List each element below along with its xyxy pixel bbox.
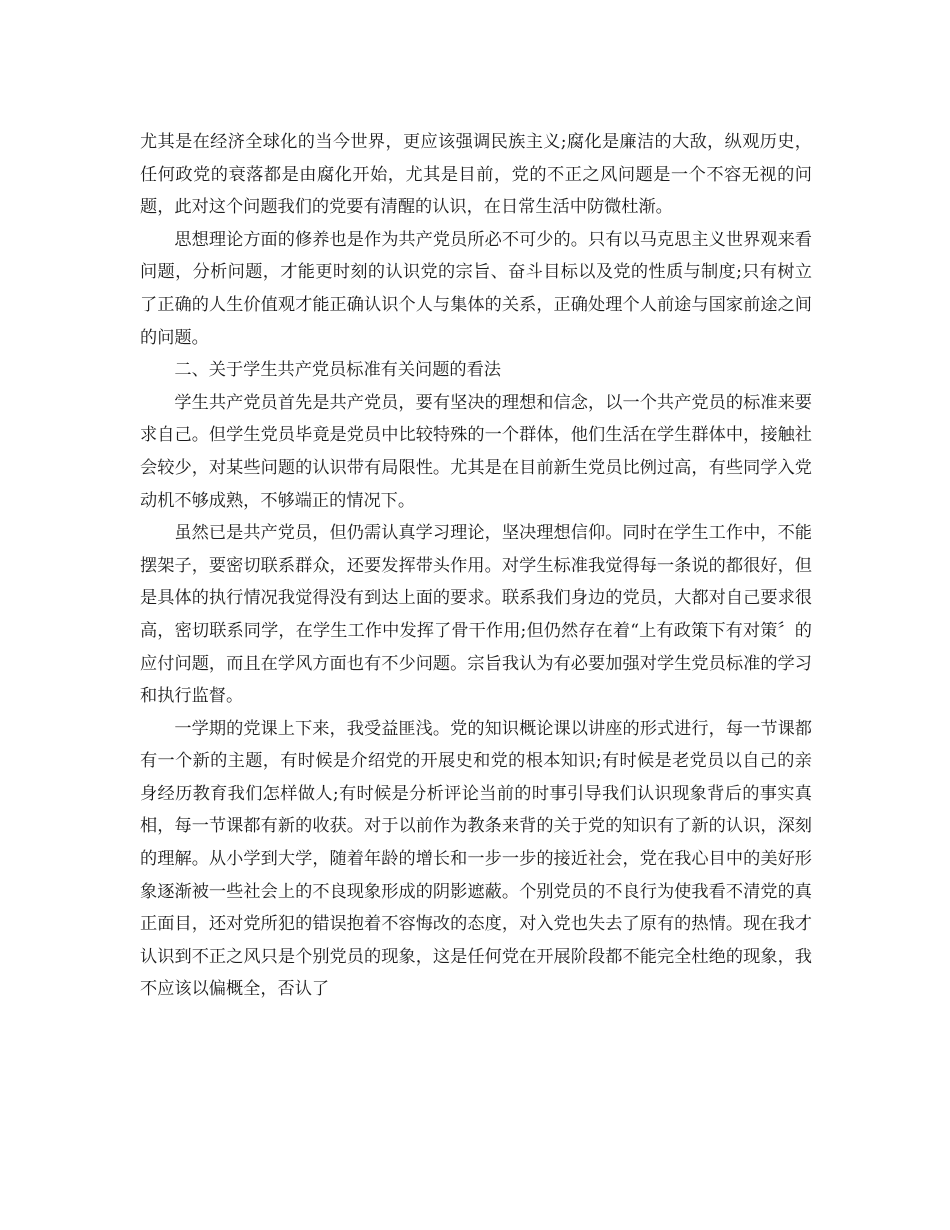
document-body [140, 126, 812, 1006]
paragraph-party-course: 一学期的党课上下来，我受益匪浅。党的知识概论课以讲座的形式进行，每一节课都有一个新的主题，有时候是介绍党的开展史和党的根本知识;有时候是老党员以自己的亲身经历教育我们怎样做人;有时候是分析评论当前的时事引导我们认识现象背后的事实真相，每一节课都有新的收获。对于以前作为教条来背的关于党的知识有了新的认识，深刻的理解。从小学到大学，随着年龄的增长和一步一步的接近社会，党在我心目中的美好形象逐渐被一些社会上的不良现象形成的阴影遮蔽。个别党员的不良行为使我看不清党的真正面目，还对党所犯的错误抱着不容悔改的态度，对入党也失去了原有的热情。现在我才认识到不正之风只是个别党员的现象，这是任何党在开展阶段都不能完全杜绝的现象，我不应该以偏概全，否认了 [140, 718, 812, 1000]
paragraph-continuation: 尤其是在经济全球化的当今世界，更应该强调民族主义;腐化是廉洁的大敌，纵观历史，任何政党的衰落都是由腐化开始，尤其是目前，党的不正之风问题是一个不容无视的问题，此对这个问题我们的党要有清醒的认识，在日常生活中防微杜渐。 [140, 132, 812, 218]
paragraph-theory-cultivation: 思想理论方面的修养也是作为共产党员所必不可少的。只有以马克思主义世界观来看问题，分析问题，才能更时刻的认识党的宗旨、奋斗目标以及党的性质与制度;只有树立了正确的人生价值观才能正确认识个人与集体的关系，正确处理个人前途与国家前途之间的问题。 [140, 229, 812, 348]
paragraph-student-member-standard: 学生共产党员首先是共产党员，要有坚决的理想和信念，以一个共产党员的标准来要求自己。但学生党员毕竟是党员中比较特殊的一个群体，他们生活在学生群体中，接触社会较少，对某些问题的认识带有局限性。尤其是在目前新生党员比例过高，有些同学入党动机不够成熟，不够端正的情况下。 [140, 392, 812, 511]
section-heading: 二、关于学生共产党员标准有关问题的看法 [174, 360, 501, 381]
paragraph-study-theory: 虽然已是共产党员，但仍需认真学习理论，坚决理想信仰。同时在学生工作中，不能摆架子，要密切联系群众，还要发挥带头作用。对学生标准我觉得每一条说的都很好，但是具体的执行情况我觉得没有到达上面的要求。联系我们身边的党员，大都对自己要求很高，密切联系同学，在学生工作中发挥了骨干作用;但仍然存在着“上有政策下有对策〞的应付问题，而且在学风方面也有不少问题。宗旨我认为有必要加强对学生党员标准的学习和执行监督。 [140, 523, 812, 707]
